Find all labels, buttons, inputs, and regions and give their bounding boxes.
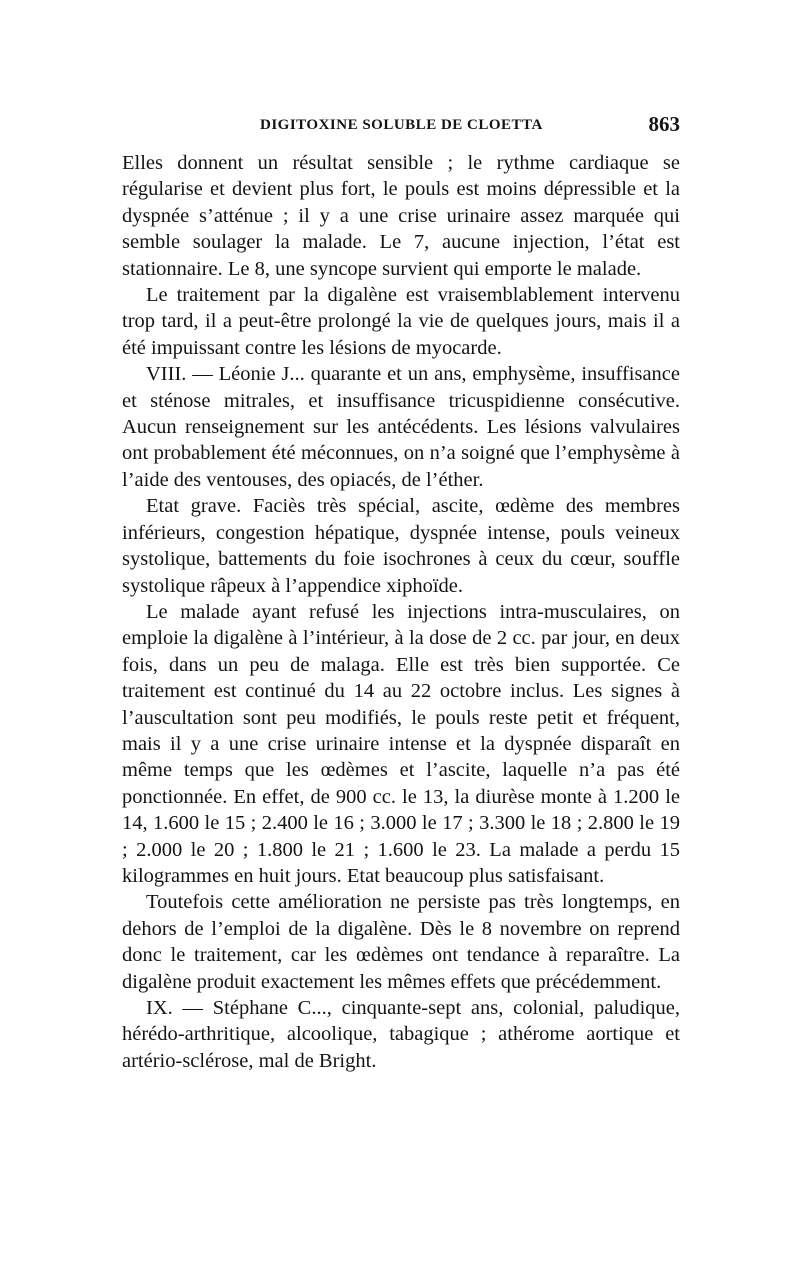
page-header [122, 112, 680, 142]
paragraph: Elles donnent un résultat sensible ; le rythme cardiaque se régularise et devient plus fort, le pouls est moins dépressible et la dyspnée s’atténue ; il y a une crise urinaire assez marquée qui semble soulager la malade. Le 7, aucune injection, l’état est stationnaire. Le 8, une syncope survient qui emporte le malade. [122, 152, 680, 280]
paragraph: VIII. — Léonie J... quarante et un ans, emphysème, insuffisance et sténose mitrales, et insuffisance tricuspidienne consécutive. Aucun renseignement sur les antécédents. Les lésions valvulaires ont probablement été méconnues, on n’a soigné que l’emphysème à l’aide des ventouses, des opiacés, de l’éther. [122, 363, 680, 491]
paragraph: Etat grave. Faciès très spécial, ascite, œdème des membres inférieurs, congestion hépatique, dyspnée intense, pouls veineux systolique, battements du foie isochrones à ceux du cœur, souffle systolique râpeux à l’appendice xiphoïde. [122, 495, 680, 597]
body-text [122, 150, 680, 1074]
paragraph: IX. — Stéphane C..., cinquante-sept ans, colonial, paludique, hérédo-arthritique, alcoolique, tabagique ; athérome aortique et artério-sclérose, mal de Bright. [122, 997, 680, 1072]
paragraph: Toutefois cette amélioration ne persiste pas très longtemps, en dehors de l’emploi de la digalène. Dès le 8 novembre on reprend donc le traitement, car les œdèmes ont tendance à reparaître. La digalène produit exactement les mêmes effets que précédemment. [122, 891, 680, 993]
running-title: DIGITOXINE SOLUBLE DE CLOETTA [260, 117, 543, 133]
paragraph: Le traitement par la digalène est vraisemblablement intervenu trop tard, il a peut-être prolongé la vie de quelques jours, mais il a été impuissant contre les lésions de myocarde. [122, 284, 680, 359]
paragraph: Le malade ayant refusé les injections intra-musculaires, on emploie la digalène à l’intérieur, à la dose de 2 cc. par jour, en deux fois, dans un peu de malaga. Elle est très bien supportée. Ce traitement est continué du 14 au 22 octobre inclus. Les signes à l’auscultation sont peu modifiés, le pouls reste petit et fréquent, mais il y a une crise urinaire intense et la dyspnée disparaît en même temps que les œdèmes et l’ascite, laquelle n’a pas été ponctionnée. En effet, de 900 cc. le 13, la diurèse monte à 1.200 le 14, 1.600 le 15 ; 2.400 le 16 ; 3.000 le 17 ; 3.300 le 18 ; 2.800 le 19 ; 2.000 le 20 ; 1.800 le 21 ; 1.600 le 23. La malade a perdu 15 kilogrammes en huit jours. Etat beaucoup plus satisfaisant. [122, 600, 680, 887]
page-number: 863 [648, 112, 680, 136]
